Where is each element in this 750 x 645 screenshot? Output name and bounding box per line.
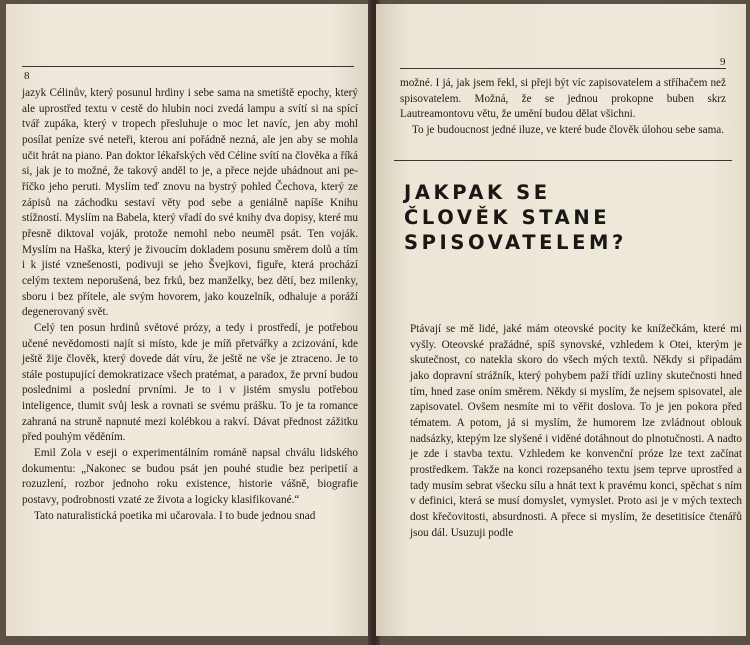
chapter-separator-rule bbox=[394, 160, 732, 161]
left-paragraph-3: Emil Zola v eseji o experimentálním románě napsal chválu lidského dokumentu: „Nakonec se budou psát jen pouhé studie bez peripetií a rozuzlení, rozbor jednoho roku existence, historie vášně, biografie postavy, podrobnosti vzaté ze života a logicky klasifikované.“ bbox=[22, 447, 358, 507]
chapter-body-text bbox=[410, 322, 742, 541]
chapter-heading-line-3: SPISOVATELEM? bbox=[404, 231, 627, 254]
left-paragraph-1: jazyk Célinův, který posunul hrdiny i sebe sama na smetiště epochy, který ale uprostřed textu v cestě do hlubin noci zvedá lampu a svítí si na spící tvář zupáka, který v tropech přesluhuje o moc let navíc, jen aby mohl posílat peníze své neteři, kterou ani pořádně nezná, ale jen aby se mohla učit hrát na piano. Pan doktor lékařských věd Céline svítí na člověka a říká si, jak je to možné, že takový anděl to je, a přece nejde uhádnout ani peříčko jeho peruti. Myslím teď znovu na bystrý pohled Čechova, který ze zápisů na záchodku sestaví věty pod sebe a geniálně napíše Knihu stížností. Myslím na Babela, který vřadí do své knihy dva dopisy, které mu přesně diktoval voják, protože nemohl nebo neuměl psát. Ten voják. Myslím na Haška, který je živoucím dokladem posunu směrem dolů a tím i k jisté vznešenosti, podivuji se jeho Švejkovi, figuře, která prochází celým textem neporušená, bez frků, bez manželky, bez dětí, bez milenky, sboru i bez přítele, ale svým hovorem, jako kouzelník, odhaluje a poráží degenerovaný svět. bbox=[22, 87, 358, 319]
right-page-top-text bbox=[400, 76, 726, 139]
left-page-number: 8 bbox=[24, 70, 30, 82]
left-page-top-rule bbox=[22, 66, 354, 67]
chapter-heading-line-2: ČLOVĚK STANE bbox=[404, 206, 611, 229]
chapter-paragraph-1: Ptávají se mě lidé, jaké mám oteovské pocity ke knížečkám, které mi vyšly. Oteovské pražádné, spíš synovské, vzhledem k Otei, kterým je skutečnost, co natekla skoro do všech mých textů. Někdy si připadám jako dopravní strážník, který pohybem paží třídí uzliny skutečnosti hned tím, hned zase oním směrem. Někdy si myslím, že nejsem spisovatel, ale zapisovatel. Ovšem nesmíte mi to věřit doslova. To je jen pokora před tématem. A potom, já si myslím, že humorem lze zvládnout oblouk nadsázky, ktepým lze slyšené i viděné dotáhnout do plnotučnosti. A nadto je zde i stavba textu. Vzhledem ke konvenční próze lze text začínat prostředkem. Takže na konci rozepsaného textu jsem teprve uprostřed a tady musím sebrat všecku sílu a hnát text k pravému konci, spěchat s ním v definici, která se musí domyslet, vymyslet. Proto asi je v mých textech dost křečovitosti, absurdnosti. A přece si myslím, že desetitisíce čtenářů jsou dál. Usuzuji podle bbox=[410, 323, 742, 539]
right-paragraph-2: To je budoucnost jedné iluze, ve které bude člověk úlohou sebe sama. bbox=[412, 123, 725, 136]
right-page-number: 9 bbox=[720, 56, 726, 68]
left-page-text bbox=[22, 86, 358, 524]
chapter-heading bbox=[404, 180, 627, 255]
left-paragraph-4: Tato naturalistická poetika mi učarovala. I to bude jednou snad bbox=[34, 509, 316, 522]
right-page bbox=[376, 4, 746, 636]
left-page bbox=[6, 4, 374, 636]
chapter-heading-line-1: JAKPAK SE bbox=[404, 181, 551, 204]
left-paragraph-2: Celý ten posun hrdinů světové prózy, a tedy i prostředí, je potřebou učené nevědomosti najít si místo, kde je míň přetvářky a zcizování, kde ještě žije člověk, který dovede dát víru, že ještě ne vše je ztraceno. Je to stále postupující demokratizace všech pratémat, a paradox, že první budou poslednimi a poslední prvními. Je to i v jistém smyslu potřebou inteligence, tlumit svůj lesk a rovnati se svému prášku. To je ta romance zahraná na struně napnuté mezi kolébkou a rakví. Dávat přednost zážitku před pouhým věděním. bbox=[22, 321, 358, 444]
right-page-top-rule bbox=[400, 68, 726, 69]
right-paragraph-1: možné. I já, jak jsem řekl, si přeji být víc zapisovatelem a stříhačem než spisovatelem. Možná, že se jednou prokopne buben skrz Lautreamontovu větu, že umění budou dělat všichni. bbox=[400, 77, 726, 121]
